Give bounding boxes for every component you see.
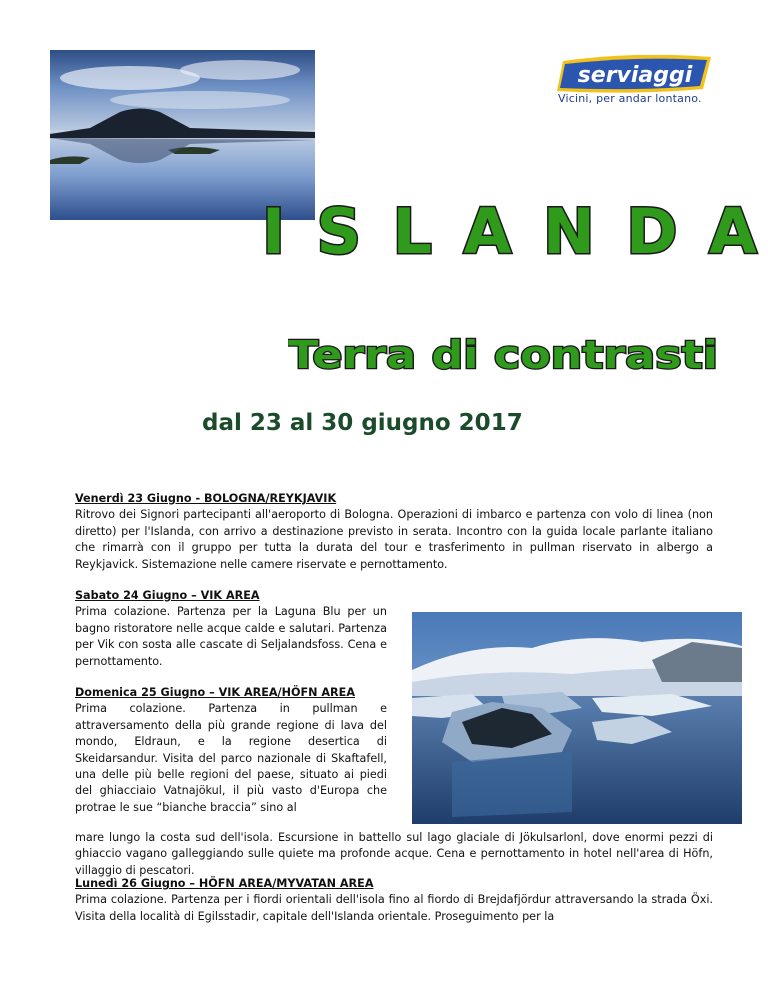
page-subtitle [288,330,728,380]
day-heading: Sabato 24 Giugno – VIK AREA [75,589,260,602]
day-body: Prima colazione. Partenza per la Laguna Blu per un bagno ristoratore nelle acque calde e salutari. Partenza per Vik con sosta alle cascate di Seljalandsfoss. Cena e pernottamento. [75,605,387,668]
logo-tagline: Vicini, per andar lontano. [558,92,702,105]
day-body: Ritrovo dei Signori partecipanti all'aeroporto di Bologna. Operazioni di imbarco e partenza con volo di linea (non diretto) per l'Islanda, con arrivo a destinazione previsto in serata. Incontro con la guida locale parlante italiano che rimarrà con il gruppo per tutta la durata del tour e trasferimento in pullman riservato in albergo a Reykjavick. Sistemazione nelle camere riservate e pernottamento. [75,508,713,571]
day-body: Prima colazione. Partenza per i fiordi orientali dell'isola fino al fiordo di Brejdafjördur attraversando la strada Öxi. Visita della località di Egilsstadir, capitale dell'Islanda orientale. Proseguimento per la [75,893,713,923]
day-heading: Domenica 25 Giugno – VIK AREA/HÖFN AREA [75,686,355,699]
day-body: Prima colazione. Partenza in pullman e attraversamento della più grande regione di lava del mondo, Eldraun, e la regione desertica di Skeidarsandur. Visita del parco nazionale di Skaftafell, una delle più belle regioni del paese, situato ai piedi del ghiacciaio Vatnajökul, il più vasto d'Europa che protrae le sue “bianche braccia” sino al [75,702,387,814]
day-section [75,876,713,925]
page-title [262,195,762,265]
tour-dates: dal 23 al 30 giugno 2017 [202,410,523,436]
day-heading: Lunedì 26 Giugno – HÖFN AREA/MYVATAN AREA [75,877,374,890]
day-section [75,685,387,816]
day-heading: Venerdì 23 Giugno - BOLOGNA/REYKJAVIK [75,492,337,505]
page-title-text: I S L A N D A [262,195,757,265]
serviaggi-logo [555,55,715,115]
logo-brand: serviaggi [577,63,693,88]
day-section [75,588,387,670]
day-body-continued: mare lungo la costa sud dell'isola. Escursione in battello sul lago glaciale di Jökulsarlonl, dove enormi pezzi di ghiaccio vagano galleggiando sulle quiete ma profonde acque. Cena e pernottamento in hotel nell'area di Höfn, villaggio di pescatori. [75,831,713,877]
page-subtitle-text: Terra di contrasti [288,333,718,377]
glacier-lagoon-photo [412,612,742,824]
day-section [75,491,713,573]
